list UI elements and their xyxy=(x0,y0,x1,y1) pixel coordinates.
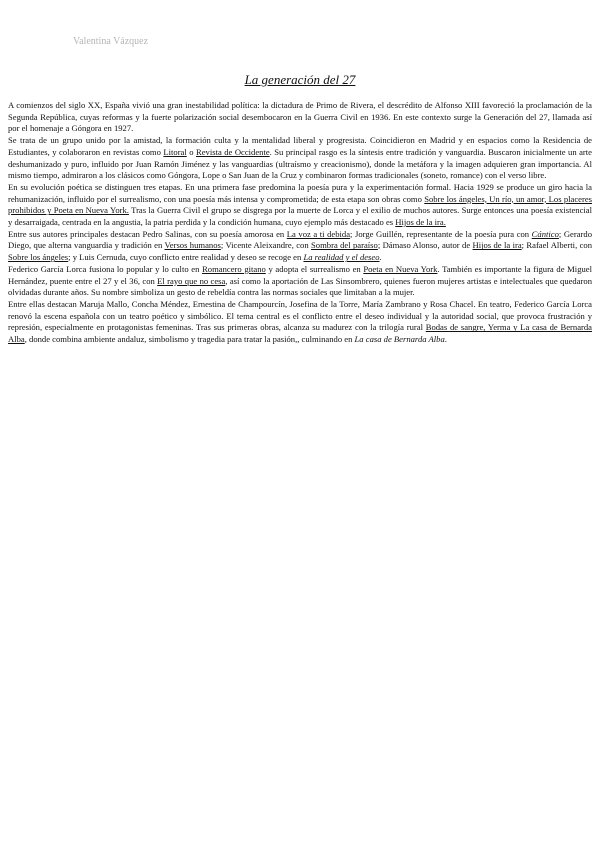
text-run: . xyxy=(444,334,447,345)
document-body xyxy=(8,100,592,346)
text-run: ; Vicente Aleixandre, con xyxy=(220,240,312,251)
paragraph xyxy=(8,264,592,299)
paragraph xyxy=(8,299,592,346)
text-run: A comienzos del siglo XX, España vivió una gran inestabilidad política: la dictadura de Primo de Rivera, el descrédito de Alfonso XIII favoreció la proclamación de la Segunda República, cuyas reformas y la fuerte polarización social desembocaron en la Guerra Civil en 1936. En este contexto surge la Generación del 27, llamada así por el homenaje a Góngora en 1927. xyxy=(8,100,592,134)
author-name: Valentina Vázquez xyxy=(73,36,149,47)
text-run: En su evolución poética se distinguen tres etapas. En una primera fase predomina la poesía pura y la experimentación formal. Hacia 1929 se produce un giro hacia la rehumanización, influido por el surrealismo, con una poesía más intensa y comprometida; de esta etapa son obras como xyxy=(8,181,592,204)
text-run: . También es importante la figura de Miguel Hernández, puente entre el 27 y el 36, con xyxy=(8,263,592,286)
paragraph xyxy=(8,135,592,182)
paragraph xyxy=(8,229,592,264)
work-title: Bodas de sangre, Yerma y La casa de Bernarda Alba xyxy=(8,322,592,345)
text-run: ; Dámaso Alonso, autor de xyxy=(377,240,473,251)
text-run: . xyxy=(379,252,382,263)
text-run: , así como la aportación de Las Sinsombrero, quienes fueron mujeres artistas e intelectuales que quedaron olvidadas durante años. Su nombre simboliza un gesto de rebeldía contra las normas sociales que limitaban a la mujer. xyxy=(8,275,592,298)
text-run: ; y Luis Cernuda, cuyo conflicto entre realidad y deseo se recoge en xyxy=(68,252,304,263)
text-run: La casa de Bernarda Alba xyxy=(354,334,445,345)
work-title: Cántico xyxy=(531,228,559,239)
text-run: Entre sus autores principales destacan Pedro Salinas, con su poesía amorosa en xyxy=(8,228,287,239)
text-run: . Su principal rasgo es la síntesis entre tradición y vanguardia. Buscaron inicialmente un arte deshumanizado y puro, influido por Juan Ramón Jiménez y las vanguardias (ultraísmo y creacionismo), donde la metáfora y la imagen adquieren gran importancia. Al mismo tiempo, admiraron a los clásicos como Góngora, Lope o San Juan de la Cruz y combinaron formas tradicionales (soneto, romance) con el verso libre. xyxy=(8,146,592,181)
work-title: El rayo que no cesa xyxy=(157,275,226,286)
work-title: Sobre los ángeles, Un río, un amor, Los placeres prohibidos y Poeta en Nueva York. xyxy=(8,193,592,216)
work-title: Versos humanos xyxy=(164,240,221,251)
text-run: Tras la Guerra Civil el grupo se disgrega por la muerte de Lorca y el exilio de muchos autores. Surge entonces una poesía existencial y desarraigada, centrada en la angustia, la patria perdida y la condición humana, cuyo ejemplo más destacado es xyxy=(8,205,592,228)
work-title: La realidad y el deseo xyxy=(303,252,380,263)
paragraph xyxy=(8,100,592,135)
text-run: ; Rafael Alberti, con xyxy=(521,240,592,251)
text-run: y adopta el surrealismo en xyxy=(265,263,364,274)
paragraph xyxy=(8,182,592,229)
text-run: ; Jorge Guillén, representante de la poesía pura con xyxy=(350,228,532,239)
work-title: Sobre los ángeles xyxy=(8,252,69,263)
text-run: o xyxy=(186,146,196,157)
text-run: , donde combina ambiente andaluz, simbolismo y tragedia para tratar la pasión,, culminando en xyxy=(24,334,355,345)
work-title: Sombra del paraíso xyxy=(311,240,378,251)
work-title: La voz a ti debida xyxy=(286,228,351,239)
text-run: Federico García Lorca fusiona lo popular y lo culto en xyxy=(8,263,203,274)
work-title: Revista de Occidente xyxy=(196,146,270,157)
text-run: Se trata de un grupo unido por la amistad, la formación culta y la mentalidad liberal y progresista. Coincidieron en Madrid y en espacios como la Residencia de Estudiantes, y colaboraron en revistas como xyxy=(8,135,592,157)
text-run: ; Gerardo Diego, que alterna vanguardia y tradición en xyxy=(8,228,592,251)
text-run: Entre ellas destacan Maruja Mallo, Concha Méndez, Ernestina de Champourcín, Josefina de la Torre, María Zambrano y Rosa Chacel. En teatro, Federico García Lorca renovó la escena española con un teatro poético y simbólico. El tema central es el conflicto entre el deseo individual y la autoridad social, que provoca frustración y represión, especialmente en protagonistas femeninas. Tras sus primeras obras, alcanza su madurez con la trilogía rural xyxy=(8,298,592,333)
work-title: Litoral xyxy=(163,146,187,157)
document-title: La generación del 27 xyxy=(244,72,356,87)
work-title: Romancero gitano xyxy=(202,263,266,274)
work-title: Poeta en Nueva York xyxy=(363,263,438,274)
work-title: Hijos de la ira. xyxy=(395,217,446,228)
work-title: Hijos de la ira xyxy=(472,240,522,251)
